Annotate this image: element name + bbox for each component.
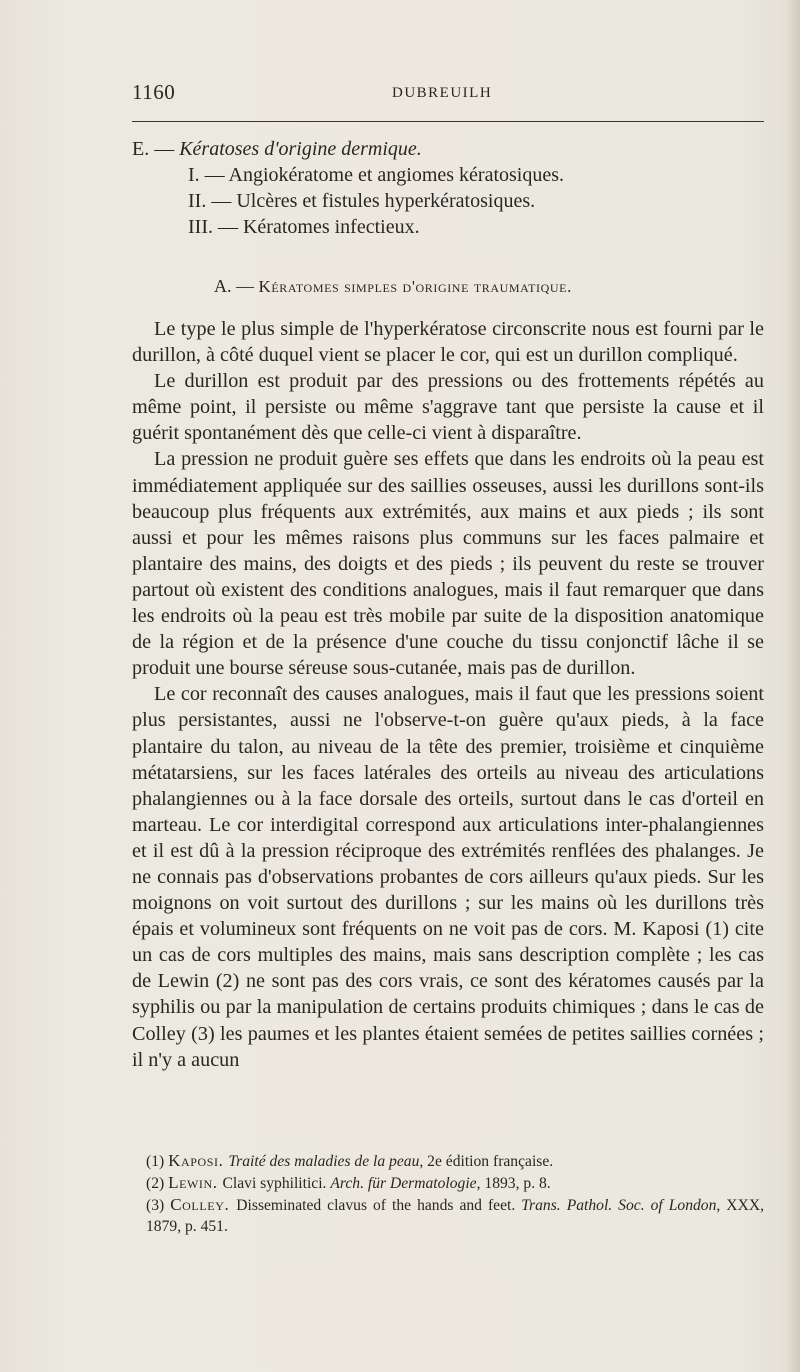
paragraph: La pression ne produit guère ses effets que dans les endroits où la peau est immédiatement appliquée sur des saillies osseuses, aussi les durillons sont-ils beaucoup plus fréquents aux extrémités, aux mains et aux pieds ; ils sont aussi et pour les mêmes raisons plus communs sur les faces palmaire et plantaire des mains, des doigts et des pieds ; ils peuvent du reste se trouver partout où existent des conditions analogues, mais il faut remarquer que dans les endroits où la peau est très mobile par suite de la disposition anatomique de la région et de la présence d'une couche du tissu conjonctif lâche il se produit une bourse séreuse sous-cutanée, mais pas de durillon. [132,448,764,680]
section-heading-title: Kératomes simples d'origine traumatique. [258,277,572,296]
footnotes [132,1150,764,1237]
footnote-plain: Disseminated clavus of the hands and feet. [236,1197,522,1214]
paragraph: Le type le plus simple de l'hyperkératose circonscrite nous est fourni par le durillon, à côté duquel vient se placer le cor, qui est un durillon compliqué. [132,318,764,367]
outline-item: I. — Angiokératome et angiomes kératosiques. [188,164,565,186]
section-outline [132,136,764,240]
running-head: DUBREUILH [392,85,493,101]
footnote-number: (1) [146,1153,169,1170]
footnote-rest: , XXX, 1879, p. 451. [146,1197,764,1235]
footnote-author: Lewin. [168,1173,223,1192]
footnote-author: Colley. [170,1195,237,1214]
section-heading-label: A. — [214,276,259,296]
footnote-1 [132,1150,764,1172]
outline-heading-e-title: Kératoses d'origine dermique. [179,138,422,160]
footnote-title: Arch. für Dermatologie [330,1175,477,1192]
footnote-title: Trans. Pathol. Soc. of London [521,1197,717,1214]
paragraph: Le durillon est produit par des pressions ou des frottements répétés au même point, il persiste ou même s'aggrave tant que persiste la cause et il guérit spontanément dès que celle-ci vient à disparaître. [132,370,764,445]
footnote-title: Traité des maladies de la peau [228,1153,420,1170]
footnote-rest: , 1893, p. 8. [476,1175,551,1192]
paragraph: Le cor reconnaît des causes analogues, mais il faut que les pressions soient plus persistantes, aussi ne l'observe-t-on guère qu'aux pieds, à la face plantaire du talon, au niveau de la tête des premier, troisième et cinquième métatarsiens, sur les faces latérales des orteils au niveau des articulations phalangiennes ou à la face dorsale des orteils, surtout dans le cas d'orteil en marteau. Le cor interdigital correspond aux articulations inter-phalangiennes et il est dû à la pression réciproque des extrémités renflées des phalanges. Je ne connais pas d'observations probantes de cors ailleurs qu'aux pieds. Sur les moignons on voit surtout des durillons ; sur les mains où les durillons très épais et volumineux sont fréquents on ne voit pas de cors. M. Kaposi (1) cite un cas de cors multiples des mains, mais sans description complète ; les cas de Lewin (2) ne sont pas des cors vrais, ce sont des kératomes causés par la syphilis ou par la manipulation de certains produits chimiques ; dans le cas de Colley (3) les paumes et les plantes étaient semées de petites saillies cornées ; il n'y a aucun [132,683,764,1071]
outline-item: II. — Ulcères et fistules hyperkératosiques. [188,190,536,212]
footnote-3 [132,1194,764,1237]
footnote-2 [132,1172,764,1194]
page-edge-shadow [786,0,800,1372]
body-text [132,316,764,1073]
section-heading [214,276,572,297]
footnote-plain: Clavi syphilitici. [222,1175,331,1192]
footnote-number: (3) [146,1197,171,1214]
footnote-number: (2) [146,1175,169,1192]
header-rule [132,121,764,122]
footnote-author: Kaposi. [168,1151,229,1170]
page-header [132,80,764,108]
outline-heading-e [132,136,764,162]
outline-item: III. — Kératomes infectieux. [188,216,420,238]
page-number: 1160 [132,80,176,104]
outline-heading-e-label: E. — [132,138,180,160]
footnote-rest: , 2e édition française. [419,1153,554,1170]
